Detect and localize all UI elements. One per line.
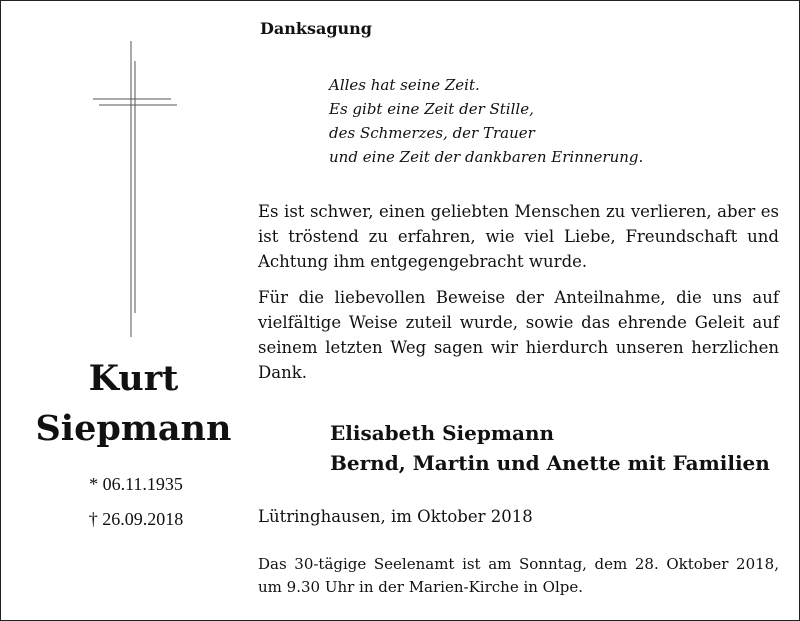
poem-line: des Schmerzes, der Trauer xyxy=(329,124,535,142)
signer-line: Elisabeth Siepmann xyxy=(330,421,555,445)
place-date: Lütringhausen, im Oktober 2018 xyxy=(258,507,533,526)
deceased-first-name: Kurt xyxy=(88,358,179,399)
poem-line: Alles hat seine Zeit. xyxy=(329,76,480,94)
thanks-paragraph: Für die liebevollen Beweise der Anteilnahme, die uns auf vielfältige Weise zuteil wurde, sowie das ehrende Geleit auf seinem letzten Weg sagen wir hierdurch unseren herzlichen Dank. xyxy=(258,288,779,382)
mass-notice: Das 30-tägige Seelenamt ist am Sonntag, dem 28. Oktober 2018, um 9.30 Uhr in der Marien-Kirche in Olpe. xyxy=(258,555,779,596)
birth-date: * 06.11.1935 xyxy=(89,474,183,494)
thanks-paragraph: Es ist schwer, einen geliebten Menschen zu verlieren, aber es ist tröstend zu erfahren, wie viel Liebe, Freundschaft und Achtung ihm entgegengebracht wurde. xyxy=(258,202,779,271)
deceased-last-name: Siepmann xyxy=(35,408,232,449)
poem-line: Es gibt eine Zeit der Stille, xyxy=(329,100,534,118)
cross-icon xyxy=(91,41,177,337)
signer-line: Bernd, Martin und Anette mit Familien xyxy=(330,451,770,475)
notice-heading: Danksagung xyxy=(260,19,372,38)
signers xyxy=(330,418,770,478)
poem-line: und eine Zeit der dankbaren Erinnerung. xyxy=(329,148,644,166)
poem xyxy=(329,73,643,169)
death-date: † 26.09.2018 xyxy=(88,509,184,529)
